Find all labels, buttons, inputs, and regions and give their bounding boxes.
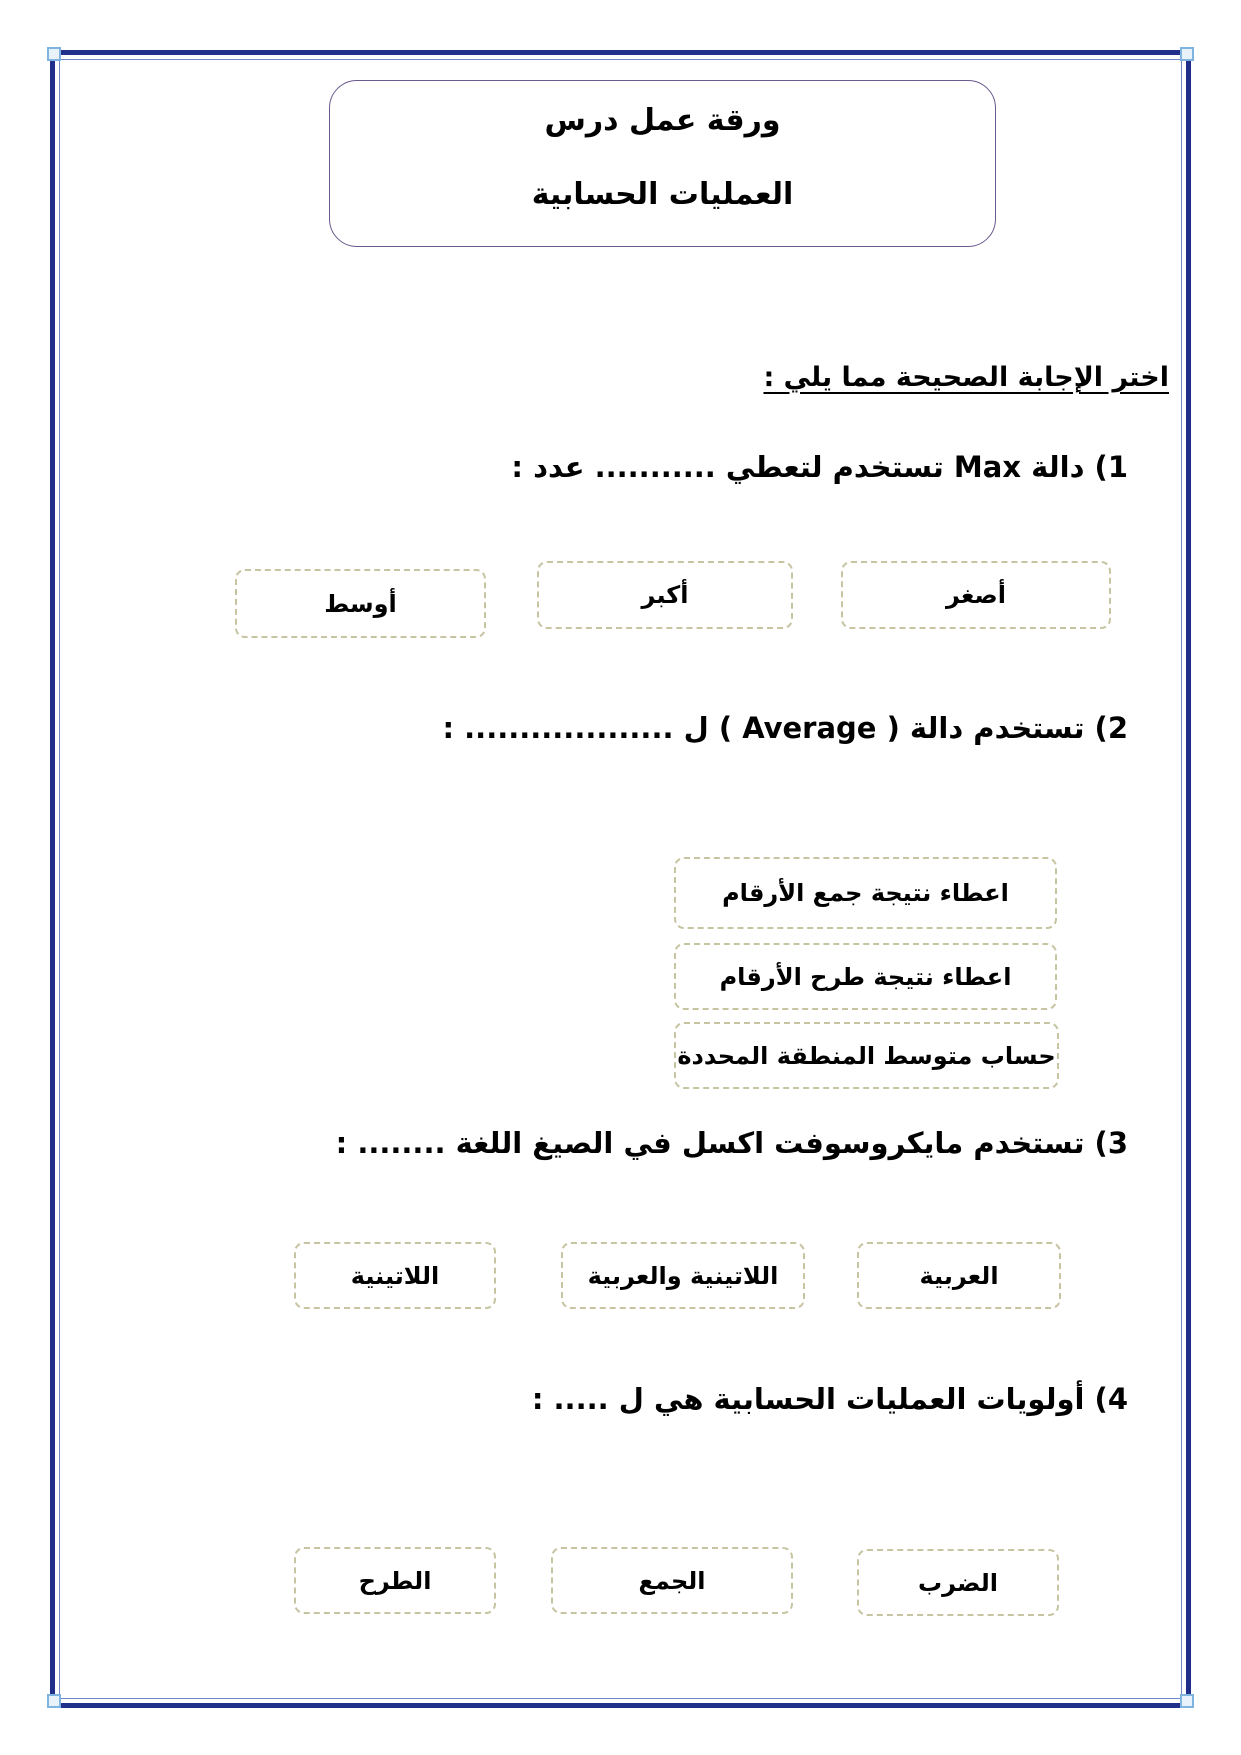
q3-option-2[interactable]: اللاتينية والعربية [561,1242,805,1309]
title-box [329,80,996,247]
question-4: 4) أولويات العمليات الحسابية هي ل ..... : [531,1382,1128,1416]
lesson-title: العمليات الحسابية [531,177,794,212]
question-2: 2) تستخدم دالة ( Average ) ل ................... : [442,711,1128,745]
q1-option-2[interactable]: أكبر [537,561,793,629]
question-3: 3) تستخدم مايكروسوفت اكسل في الصيغ اللغة ........ : [335,1126,1128,1160]
corner-ornament [47,47,61,61]
corner-ornament [1180,1694,1194,1708]
q4-option-3[interactable]: الطرح [294,1547,496,1614]
q3-option-1[interactable]: العربية [857,1242,1061,1309]
question-1: 1) دالة Max تستخدم لتعطي ........... عدد : [511,450,1128,484]
q1-option-3[interactable]: أوسط [235,569,486,638]
corner-ornament [1180,47,1194,61]
q2-option-2[interactable]: اعطاء نتيجة طرح الأرقام [674,943,1057,1010]
q4-option-1[interactable]: الضرب [857,1549,1059,1616]
q1-option-1[interactable]: أصغر [841,561,1111,629]
worksheet-title: ورقة عمل درس [544,103,781,138]
q2-option-3[interactable]: حساب متوسط المنطقة المحددة [674,1022,1059,1089]
instruction-heading: اختر الإجابة الصحيحة مما يلي : [763,362,1169,393]
q3-option-3[interactable]: اللاتينية [294,1242,496,1309]
q4-option-2[interactable]: الجمع [551,1547,793,1614]
corner-ornament [47,1694,61,1708]
q2-option-1[interactable]: اعطاء نتيجة جمع الأرقام [674,857,1057,929]
